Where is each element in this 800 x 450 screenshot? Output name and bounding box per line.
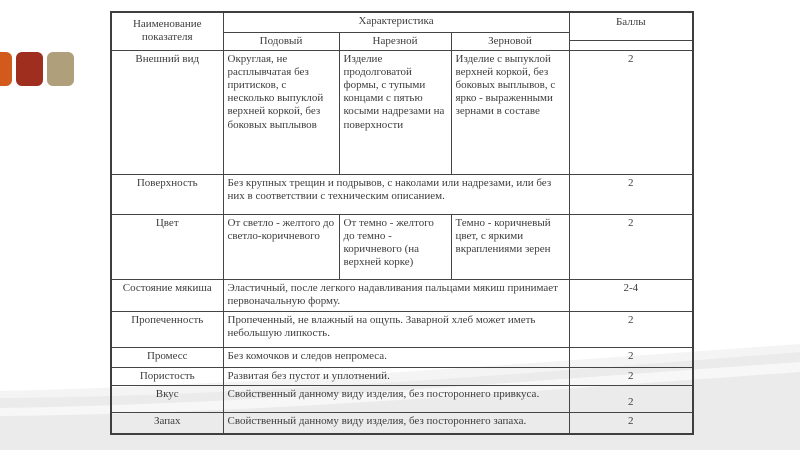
header-subcol-zernovoy: Зерновой bbox=[451, 32, 569, 50]
header-indicator: Наименование показателя bbox=[111, 12, 223, 50]
indicator-cell: Состояние мякиша bbox=[111, 279, 223, 311]
table-row bbox=[111, 214, 693, 279]
points-cell: 2 bbox=[569, 214, 693, 279]
characteristic-cell: Изделие продолговатой формы, с тупыми концами с пятью косыми надрезами на поверхности bbox=[339, 50, 451, 174]
characteristic-cell: Округлая, не расплывчатая без притисков, с несколько выпуклой верхней коркой, без боковых выплывов bbox=[223, 50, 339, 174]
indicator-cell: Вкус bbox=[111, 385, 223, 412]
points-cell: 2 bbox=[569, 50, 693, 174]
indicator-cell: Цвет bbox=[111, 214, 223, 279]
table-row bbox=[111, 311, 693, 347]
points-cell: 2 bbox=[569, 347, 693, 367]
header-points: Баллы bbox=[569, 12, 693, 50]
characteristic-cell: Свойственный данному виду изделия, без постороннего запаха. bbox=[223, 412, 569, 434]
table-row bbox=[111, 347, 693, 367]
characteristic-cell: От темно - желтого до темно - коричневого (на верхней корке) bbox=[339, 214, 451, 279]
decor-square-brick bbox=[16, 52, 43, 86]
header-subcol-nareznoy: Нарезной bbox=[339, 32, 451, 50]
characteristic-cell: Развитая без пустот и уплотнений. bbox=[223, 367, 569, 385]
indicator-cell: Пористость bbox=[111, 367, 223, 385]
points-cell: 2 bbox=[569, 412, 693, 434]
indicator-cell: Запах bbox=[111, 412, 223, 434]
characteristic-cell: Пропеченный, не влажный на ощупь. Заварной хлеб может иметь небольшую липкость. bbox=[223, 311, 569, 347]
points-cell: 2 bbox=[569, 367, 693, 385]
characteristic-cell: Свойственный данному виду изделия, без постороннего привкуса. bbox=[223, 385, 569, 412]
decor-square-tan bbox=[47, 52, 74, 86]
indicator-cell: Поверхность bbox=[111, 174, 223, 214]
table-row bbox=[111, 367, 693, 385]
indicator-cell: Внешний вид bbox=[111, 50, 223, 174]
table-row bbox=[111, 50, 693, 174]
characteristic-cell: Без комочков и следов непромеса. bbox=[223, 347, 569, 367]
points-cell: 2 bbox=[569, 385, 693, 412]
characteristic-cell: Изделие с выпуклой верхней коркой, без боковых выплывов, с ярко - выраженными зернами в составе bbox=[451, 50, 569, 174]
characteristic-cell: Без крупных трещин и подрывов, с наколами или надрезами, или без них в соответствии с техническим описанием. bbox=[223, 174, 569, 214]
table-row bbox=[111, 385, 693, 412]
characteristic-cell: Темно - коричневый цвет, с яркими вкраплениями зерен bbox=[451, 214, 569, 279]
indicator-cell: Промесс bbox=[111, 347, 223, 367]
points-cell: 2-4 bbox=[569, 279, 693, 311]
header-subcol-podovy: Подовый bbox=[223, 32, 339, 50]
table-row bbox=[111, 412, 693, 434]
decor-square-orange bbox=[0, 52, 12, 86]
characteristic-cell: От светло - желтого до светло-коричневого bbox=[223, 214, 339, 279]
points-cell: 2 bbox=[569, 311, 693, 347]
table-row bbox=[111, 279, 693, 311]
bread-quality-table bbox=[110, 11, 694, 435]
table-row bbox=[111, 174, 693, 214]
characteristic-cell: Эластичный, после легкого надавливания пальцами мякиш принимает первоначальную форму. bbox=[223, 279, 569, 311]
points-cell: 2 bbox=[569, 174, 693, 214]
header-characteristic: Характеристика bbox=[223, 12, 569, 32]
indicator-cell: Пропеченность bbox=[111, 311, 223, 347]
